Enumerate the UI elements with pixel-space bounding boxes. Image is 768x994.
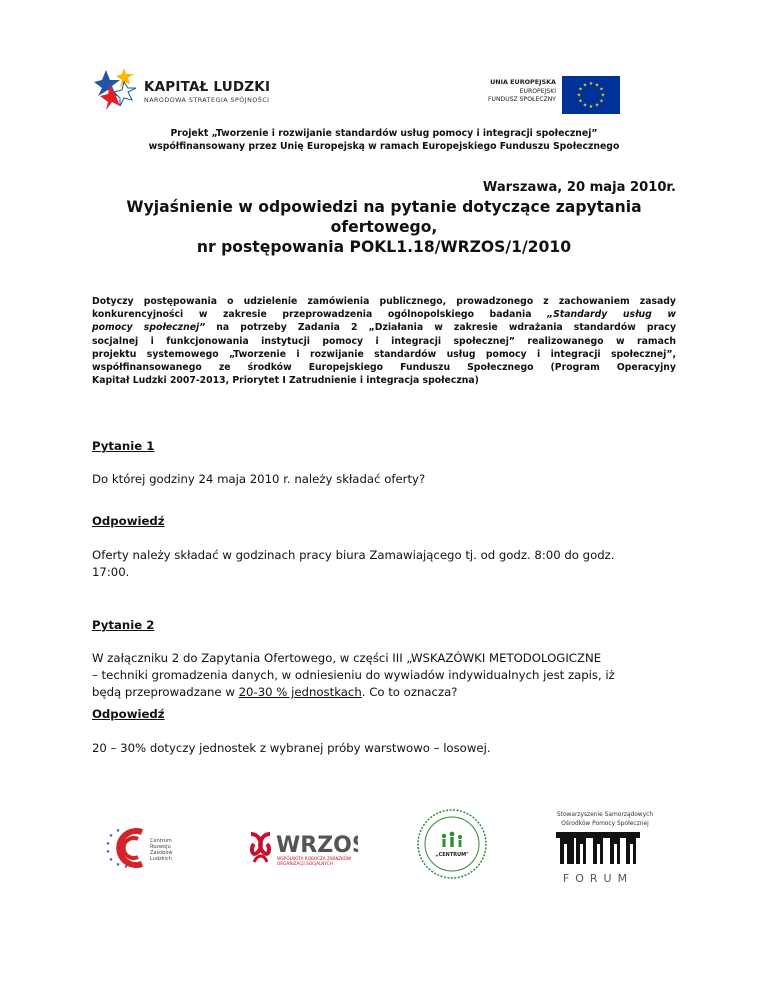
question-2-text: . Co to oznacza? xyxy=(361,685,458,699)
wrzos-line2: ORGANIZACJI SOCJALNYCH xyxy=(277,861,333,866)
svg-text:★: ★ xyxy=(594,82,600,89)
question-2-label: Pytanie 2 xyxy=(92,618,155,632)
centrum-emblem-icon xyxy=(414,806,490,882)
intro-text: konkurencyjności w zakresie przeprowadzenia ogólnopolskiego badania xyxy=(92,309,548,321)
intro-line: Kapitał Ludzki 2007-2013, Priorytet I Zatrudnienie i integracja społeczna) xyxy=(92,375,479,387)
svg-text:★: ★ xyxy=(105,841,111,847)
kapital-ludzki-logo xyxy=(92,66,292,116)
eu-line2: EUROPEJSKI xyxy=(519,87,556,95)
cz-line1: Centrum xyxy=(150,838,172,844)
svg-text:★: ★ xyxy=(123,864,129,870)
answer-1-line-2: 17:00. xyxy=(92,565,130,579)
svg-text:★: ★ xyxy=(588,81,594,87)
svg-text:★: ★ xyxy=(108,833,114,839)
intro-line xyxy=(92,321,676,334)
heading-line-1: Wyjaśnienie w odpowiedzi na pytanie dotyczące zapytania xyxy=(126,198,642,216)
cz-line2: Rozwoju xyxy=(150,844,171,850)
question-1-label: Pytanie 1 xyxy=(92,439,155,453)
svg-text:★: ★ xyxy=(105,849,111,855)
answer-1-label: Odpowiedź xyxy=(92,514,165,528)
svg-text:★: ★ xyxy=(599,86,604,93)
svg-text:★: ★ xyxy=(582,82,588,89)
document-heading xyxy=(60,197,708,257)
forum-text xyxy=(556,811,654,828)
wrzos-emblem-icon xyxy=(248,826,358,872)
cz-line3: Zasobów xyxy=(150,850,173,856)
intro-line: socjalnej i funkcjonowania instytucji pomocy i integracji społecznej” realizowanego w ramach xyxy=(92,335,676,347)
centrum-zasobow-emblem-icon xyxy=(104,826,194,870)
cz-line4: Ludzkich xyxy=(150,856,172,862)
eu-line3: FUNDUSZ SPOŁECZNY xyxy=(488,96,556,104)
wrzos-logo xyxy=(248,826,358,872)
eu-logo-text xyxy=(488,78,556,105)
svg-text:★: ★ xyxy=(115,862,121,868)
forum-columns-icon xyxy=(556,832,640,870)
eu-flag-icon xyxy=(562,76,620,114)
answer-1 xyxy=(92,513,692,581)
question-2-underlined: 20-30 % jednostkach xyxy=(238,685,362,699)
wrzos-line1: WSPÓLNOTA ROBOCZA ZWIĄZKÓW xyxy=(277,856,352,861)
intro-line: projektu systemowego „Tworzenie i rozwijanie standardów usług pomocy i integracji społecznej”, xyxy=(92,348,676,360)
svg-text:★: ★ xyxy=(578,98,583,105)
question-2-text: będą przeprowadzane w xyxy=(92,685,239,699)
intro-italic: pomocy społecznej” xyxy=(92,322,206,334)
eu-logo xyxy=(480,76,620,116)
kapital-ludzki-star-icon xyxy=(92,66,142,116)
project-caption xyxy=(40,127,728,153)
centrum-logo xyxy=(414,806,490,882)
svg-text:★: ★ xyxy=(576,92,582,99)
intro-text: na potrzeby Zadania 2 „Działania w zakresie wdrażania standardów pracy xyxy=(205,322,676,334)
forum-line2: Ośrodków Pomocy Społecznej xyxy=(561,820,649,827)
project-line-1: Projekt „Tworzenie i rozwijanie standardów usług pomocy i integracji społecznej” xyxy=(170,128,598,139)
question-2 xyxy=(92,617,692,701)
answer-2-label: Odpowiedź xyxy=(92,707,165,721)
answer-1-line-1: Oferty należy składać w godzinach pracy biura Zamawiającego tj. od godz. 8:00 do godz. xyxy=(92,548,615,562)
question-2-line-3 xyxy=(92,684,692,701)
forum-line1: Stowarzyszenie Samorządowych xyxy=(556,812,654,818)
svg-text:★: ★ xyxy=(578,86,583,93)
kapital-ludzki-subtitle: NARODOWA STRATEGIA SPÓJNOŚCI xyxy=(144,97,270,104)
svg-text:★: ★ xyxy=(599,98,604,105)
heading-line-3: nr postępowania POKL1.18/WRZOS/1/2010 xyxy=(196,238,572,256)
forum-word: FORUM xyxy=(562,872,634,885)
heading-line-2: ofertowego, xyxy=(330,218,438,236)
question-2-line-1: W załączniku 2 do Zapytania Ofertowego, w części III „WSKAZÓWKI METODOLOGICZNE xyxy=(92,651,602,665)
answer-2 xyxy=(92,706,692,757)
svg-text:★: ★ xyxy=(115,828,121,834)
question-2-line-2: – techniki gromadzenia danych, w odniesieniu do wywiadów indywidualnych jest zapis, iż xyxy=(92,668,615,682)
svg-text:★: ★ xyxy=(600,92,606,99)
wrzos-name: WRZO xyxy=(276,833,352,858)
svg-text:★: ★ xyxy=(582,102,588,109)
centrum-name: „CENTRUM" xyxy=(435,852,469,858)
intro-line xyxy=(92,308,676,321)
question-1 xyxy=(92,438,692,488)
project-line-2: współfinansowany przez Unię Europejską w ramach Europejskiego Funduszu Społecznego xyxy=(148,141,620,152)
intro-line: współfinansowanego ze środków Europejskiego Funduszu Społecznego (Program Operacyjny xyxy=(92,362,676,374)
centrum-zasobow-logo xyxy=(104,826,194,870)
intro-italic: „Standardy usług w xyxy=(547,309,676,321)
svg-text:★: ★ xyxy=(588,104,594,110)
svg-text:★: ★ xyxy=(594,102,600,109)
question-1-text: Do której godziny 24 maja 2010 r. należy składać oferty? xyxy=(92,472,426,486)
forum-logo xyxy=(556,808,666,888)
kapital-ludzki-title: KAPITAŁ LUDZKI xyxy=(144,79,271,95)
intro-paragraph xyxy=(92,295,676,387)
document-date: Warszawa, 20 maja 2010r. xyxy=(482,180,676,195)
eu-line1: UNIA EUROPEJSKA xyxy=(490,78,556,86)
intro-line: Dotyczy postępowania o udzielenie zamówienia publicznego, prowadzonego z zachowaniem zasady xyxy=(92,296,676,307)
svg-text:★: ★ xyxy=(108,857,114,863)
answer-2-text: 20 – 30% dotyczy jednostek z wybranej próby warstwowo – losowej. xyxy=(92,741,491,755)
